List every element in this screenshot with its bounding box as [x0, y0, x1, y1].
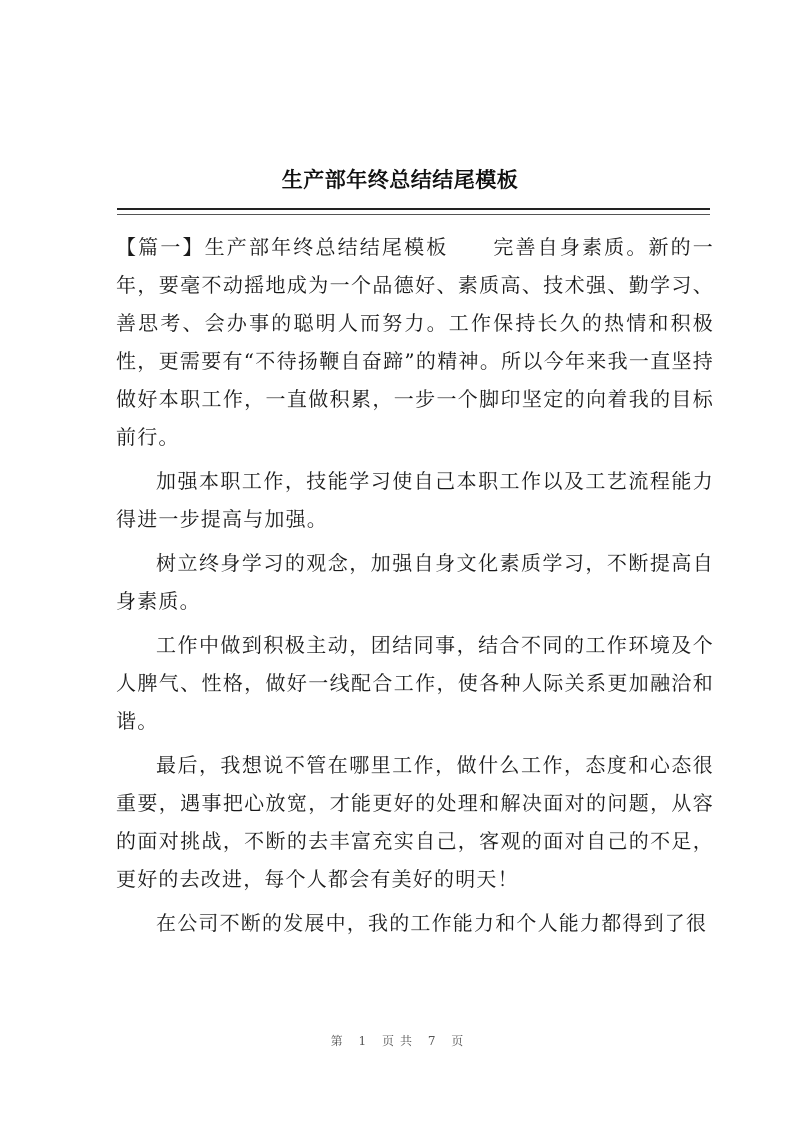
footer-middle: 页共: [381, 1034, 418, 1048]
paragraph-5: 最后，我想说不管在哪里工作，做什么工作，态度和心态很重要，遇事把心放宽，才能更好的处理和解决面对的问题，从容的面对挑战，不断的去丰富充实自己，客观的面对自己的不足，更好的去改进，每个人都会有美好的明天！: [116, 753, 714, 891]
paragraph-3: 树立终身学习的观念，加强自身文化素质学习，不断提高自身素质。: [116, 551, 714, 613]
title-underline-thin: [117, 214, 710, 215]
paragraph-1-text: 完善自身素质。新的一年，要毫不动摇地成为一个品德好、素质高、技术强、勤学习、善思考、会办事的聪明人而努力。工作保持长久的热情和积极性，更需要有“不待扬鞭自奋蹄”的精神。所以今年来我一直坚持做好本职工作，一直做积累，一步一个脚印坚定的向着我的目标前行。: [116, 235, 715, 449]
document-body: [116, 228, 714, 948]
document-title: 生产部年终总结结尾模板: [281, 168, 519, 192]
paragraph-6: 在公司不断的发展中，我的工作能力和个人能力都得到了很: [156, 911, 708, 935]
footer-prefix: 第: [330, 1034, 349, 1048]
footer-page-number: 1: [358, 1034, 373, 1048]
paragraph-1: [116, 228, 714, 456]
paragraph-4: 工作中做到积极主动，团结同事，结合不同的工作环境及个人脾气、性格，做好一线配合工作，使各种人际关系更加融洽和谐。: [116, 633, 714, 733]
footer-total-pages: 7: [427, 1034, 442, 1048]
footer-suffix: 页: [451, 1034, 470, 1048]
paragraph-2: 加强本职工作，技能学习使自己本职工作以及工艺流程能力得进一步提高与加强。: [116, 469, 714, 531]
section-heading: 【篇一】生产部年终总结结尾模板: [116, 235, 449, 259]
page-footer: [0, 1032, 800, 1049]
title-underline-thick: [117, 208, 710, 210]
